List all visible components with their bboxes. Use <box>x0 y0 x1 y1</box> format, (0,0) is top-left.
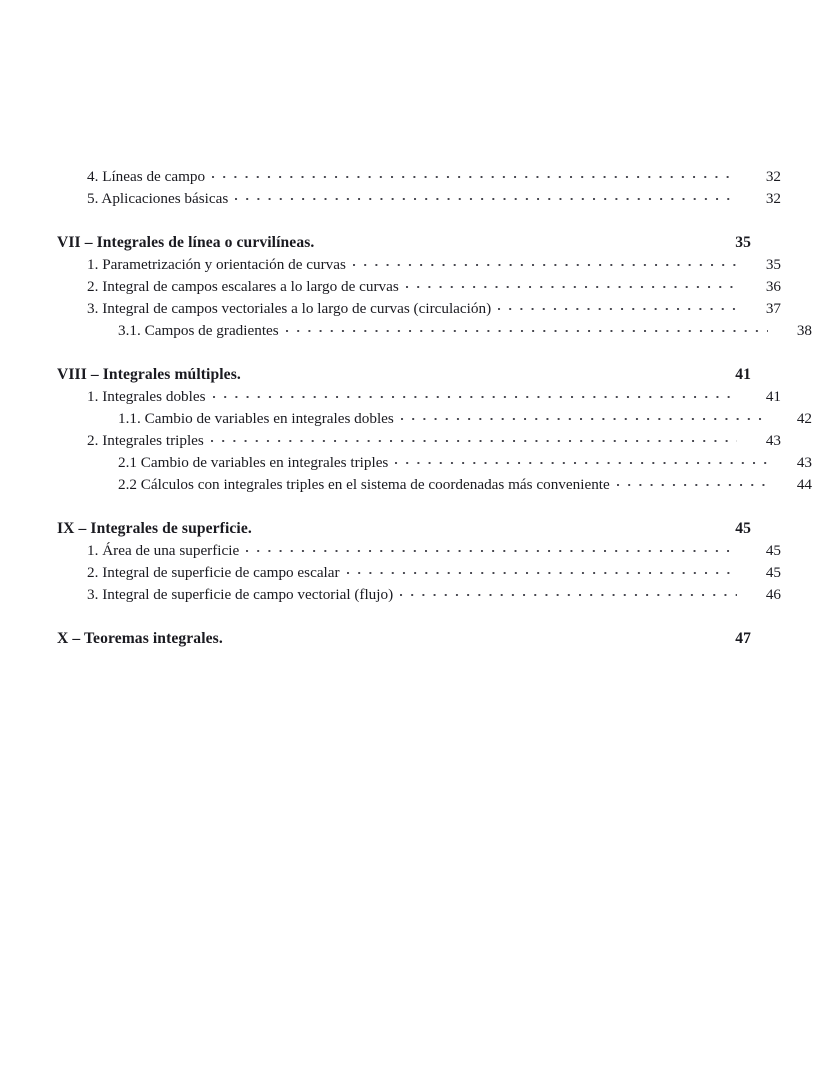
toc-entry-label: X – Teoremas integrales. <box>57 630 223 647</box>
toc-dot-leader <box>617 475 768 489</box>
toc-entry-row[interactable] <box>57 584 781 606</box>
toc-heading-row[interactable] <box>57 232 751 254</box>
toc-entry-row[interactable] <box>57 320 812 342</box>
toc-entry-label: 2.1 Cambio de variables en integrales triples <box>118 454 389 471</box>
toc-dot-leader <box>353 255 737 269</box>
toc-entry-label: 2.2 Cálculos con integrales triples en el sistema de coordenadas más conveniente <box>118 476 610 493</box>
toc-page-number: 47 <box>735 630 751 647</box>
toc-entry-row[interactable] <box>57 254 781 276</box>
toc-dot-leader <box>212 167 737 181</box>
toc-entry-label: 1.1. Cambio de variables en integrales dobles <box>118 410 394 427</box>
toc-entry-label: IX – Integrales de superficie. <box>57 520 252 537</box>
toc-page-number: 35 <box>735 234 751 251</box>
toc-entry-label: 3. Integral de campos vectoriales a lo largo de curvas (circulación) <box>87 300 492 317</box>
toc-heading-row[interactable] <box>57 518 751 540</box>
toc-entry-label: 5. Aplicaciones básicas <box>87 190 229 207</box>
toc-dot-leader <box>395 453 768 467</box>
toc-dot-leader <box>246 541 737 555</box>
toc-entry-row[interactable] <box>57 276 781 298</box>
toc-entry-label: 4. Líneas de campo <box>87 168 206 185</box>
toc-entry-label: 2. Integral de campos escalares a lo largo de curvas <box>87 278 399 295</box>
toc-page-number: 32 <box>765 168 781 185</box>
toc-entry-row[interactable] <box>57 430 781 452</box>
table-of-contents <box>57 166 812 650</box>
toc-page-number: 42 <box>796 410 812 427</box>
toc-dot-leader <box>347 563 737 577</box>
toc-entry-label: 2. Integrales triples <box>87 432 204 449</box>
toc-page-number: 43 <box>796 454 812 471</box>
toc-entry-row[interactable] <box>57 562 781 584</box>
toc-entry-row[interactable] <box>57 166 781 188</box>
toc-entry-label: 3. Integral de superficie de campo vectorial (flujo) <box>87 586 394 603</box>
toc-page-number: 46 <box>765 586 781 603</box>
toc-dot-leader <box>401 409 768 423</box>
toc-page-number: 32 <box>765 190 781 207</box>
toc-dot-leader <box>235 189 737 203</box>
toc-dot-leader <box>400 585 737 599</box>
toc-page-number: 43 <box>765 432 781 449</box>
toc-entry-label: VIII – Integrales múltiples. <box>57 366 241 383</box>
toc-page-number: 38 <box>796 322 812 339</box>
toc-dot-leader <box>211 431 737 445</box>
toc-entry-row[interactable] <box>57 540 781 562</box>
toc-heading-row[interactable] <box>57 364 751 386</box>
toc-dot-leader <box>498 299 737 313</box>
toc-page-number: 41 <box>735 366 751 383</box>
toc-page-number: 37 <box>765 300 781 317</box>
toc-dot-leader <box>406 277 737 291</box>
toc-entry-row[interactable] <box>57 298 781 320</box>
toc-page-number: 41 <box>765 388 781 405</box>
toc-entry-row[interactable] <box>57 188 781 210</box>
toc-page-number: 36 <box>765 278 781 295</box>
toc-entry-row[interactable] <box>57 452 812 474</box>
toc-heading-row[interactable] <box>57 628 751 650</box>
toc-page-number: 44 <box>796 476 812 493</box>
toc-entry-row[interactable] <box>57 408 812 430</box>
toc-entry-label: 3.1. Campos de gradientes <box>118 322 279 339</box>
toc-page-number: 45 <box>735 520 751 537</box>
toc-entry-row[interactable] <box>57 386 781 408</box>
toc-entry-label: VII – Integrales de línea o curvilíneas. <box>57 234 315 251</box>
toc-entry-label: 1. Área de una superficie <box>87 542 240 559</box>
toc-page-number: 45 <box>765 542 781 559</box>
toc-page-number: 45 <box>765 564 781 581</box>
toc-entry-row[interactable] <box>57 474 812 496</box>
toc-page-number: 35 <box>765 256 781 273</box>
toc-entry-label: 1. Parametrización y orientación de curvas <box>87 256 346 273</box>
toc-entry-label: 2. Integral de superficie de campo escalar <box>87 564 340 581</box>
toc-dot-leader <box>213 387 737 401</box>
toc-entry-label: 1. Integrales dobles <box>87 388 206 405</box>
toc-dot-leader <box>286 321 768 335</box>
